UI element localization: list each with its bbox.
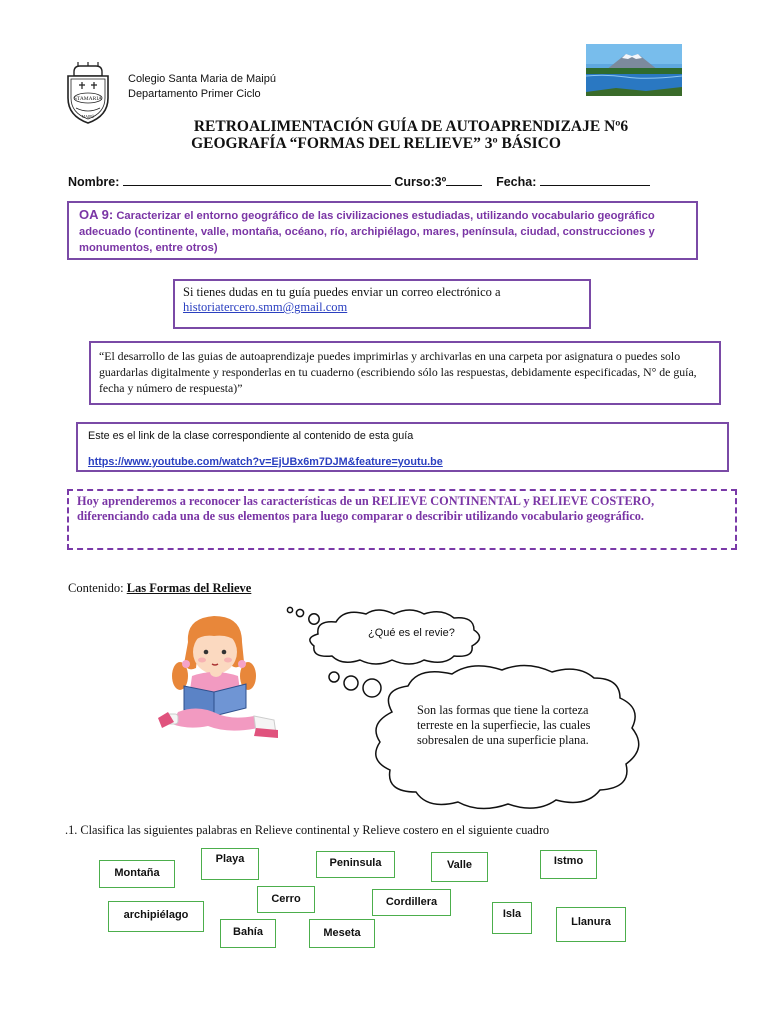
youtube-link[interactable]: https://www.youtube.com/watch?v=EjUBx6m7DJM&feature=youtu.be <box>88 456 443 468</box>
svg-text:MAIPÚ: MAIPÚ <box>81 115 95 119</box>
content-label: Contenido <box>68 581 121 595</box>
word-box-llanura[interactable]: Llanura <box>556 907 626 942</box>
date-field[interactable] <box>540 175 650 186</box>
exercise-instruction: .1. Clasifica las siguientes palabras en Relieve continental y Relieve costero en el siguiente cuadro <box>65 823 550 837</box>
word-box-isla[interactable]: Isla <box>492 902 532 934</box>
word-box-bahia[interactable]: Bahía <box>220 919 276 948</box>
word-box-archipielago[interactable]: archipiélago <box>108 901 204 932</box>
course-label: Curso:3º <box>394 175 447 189</box>
instructions-quote-text: “El desarrollo de las guias de autoaprendizaje puedes imprimirlas y archivarlas en una carpeta por asignatura o puedes solo guardarlas digitalmente y responderlas en tu cuaderno (escribiendo sólo las respuestas, debidamente especificadas, N° de guía, fecha y número de respuesta)” <box>99 349 697 395</box>
content-heading: Contenido: Las Formas del Relieve <box>68 581 252 595</box>
name-label: Nombre: <box>68 175 120 189</box>
todays-goal-box <box>67 489 737 550</box>
class-link-box <box>76 422 729 472</box>
volcano-landscape-photo <box>586 44 682 96</box>
word-box-valle[interactable]: Valle <box>431 852 488 882</box>
department-name: Departamento Primer Ciclo <box>128 88 261 100</box>
objective-code: OA 9: <box>79 207 114 222</box>
content-topic: Las Formas del Relieve <box>126 581 252 595</box>
girl-reading-illustration <box>158 612 282 740</box>
school-crest-logo <box>64 62 112 124</box>
answer-bubble-text: Son las formas que tiene la corteza terreste en la superfiecie, las cuales sobresalen de una superficie plana. <box>417 703 591 747</box>
word-box-playa[interactable]: Playa <box>201 848 259 880</box>
word-box-cordillera[interactable]: Cordillera <box>372 889 451 916</box>
course-field[interactable] <box>446 175 482 186</box>
document-title <box>0 118 768 152</box>
student-info-line <box>68 175 650 189</box>
date-label: Fecha: <box>496 175 537 189</box>
school-name: Colegio Santa Maria de Maipú <box>128 73 276 85</box>
question-bubble-text: ¿Qué es el revie? <box>368 627 455 639</box>
class-link-label: Este es el link de la clase correspondiente al contenido de esta guía <box>88 430 414 442</box>
title-line-1: RETROALIMENTACIÓN GUÍA DE AUTOAPRENDIZAJE Nº6 <box>193 118 629 135</box>
title-line-2: GEOGRAFÍA “FORMAS DEL RELIEVE” 3º BÁSICO <box>191 135 561 152</box>
contact-email-link[interactable]: historiatercero.smm@gmail.com <box>183 300 348 314</box>
objective-text: Caracterizar el entorno geográfico de las civilizaciones estudiadas, utilizando vocabulario geográfico adecuado (continente, valle, montaña, océano, río, archipiélago, mares, península, ciudad, construcciones y monumentos, entre otros) <box>79 210 655 254</box>
contact-box <box>173 279 591 329</box>
word-box-meseta[interactable]: Meseta <box>309 919 375 948</box>
word-box-cerro[interactable]: Cerro <box>257 886 315 913</box>
word-box-istmo[interactable]: Istmo <box>540 850 597 879</box>
contact-text: Si tienes dudas en tu guía puedes enviar un correo electrónico a <box>183 285 501 299</box>
school-header <box>128 72 276 102</box>
svg-text:STAMARIA: STAMARIA <box>73 96 103 102</box>
instructions-quote-box <box>89 341 721 405</box>
name-field[interactable] <box>123 175 391 186</box>
todays-goal-text: Hoy aprenderemos a reconocer las características de un RELIEVE CONTINENTAL y RELIEVE COSTERO, diferenciando cada una de sus elementos para luego comparar o describir utilizando vocabulario geográfico. <box>77 494 655 523</box>
word-box-peninsula[interactable]: Peninsula <box>316 851 395 878</box>
learning-objective-box <box>67 201 698 260</box>
word-box-montana[interactable]: Montaña <box>99 860 175 888</box>
